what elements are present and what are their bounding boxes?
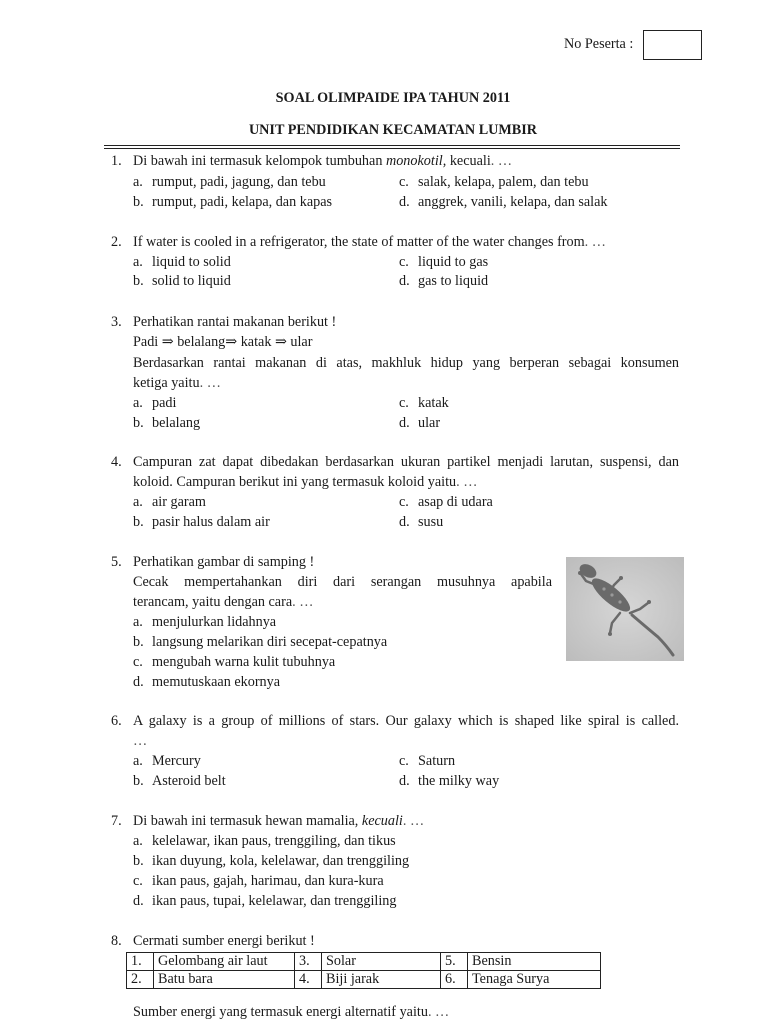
question-text: If water is cooled in a refrigerator, the state of matter of the water changes from. …: [133, 234, 606, 250]
option-c[interactable]: c. ikan paus, gajah, harimau, dan kura-kura: [133, 873, 384, 889]
question-number: 1.: [111, 153, 122, 169]
table-cell: Solar: [322, 953, 441, 971]
table-row: [127, 953, 601, 971]
question-ellipsis: …: [133, 733, 148, 749]
peserta-label: No Peserta :: [564, 36, 634, 52]
question-text-line: Cecak mempertahankan diri dari serangan musuhnya apabila: [133, 574, 552, 590]
option-d[interactable]: d. ikan paus, tupai, kelelawar, dan trenggiling: [133, 893, 397, 909]
table-cell: 3.: [295, 953, 322, 971]
question-text: Perhatikan gambar di samping !: [133, 554, 315, 570]
question-number: 6.: [111, 713, 122, 729]
question-text-line: terancam, yaitu dengan cara. …: [133, 594, 314, 610]
option-c[interactable]: c. Saturn: [399, 753, 456, 769]
gecko-image: [566, 557, 684, 661]
table-cell: 1.: [127, 953, 154, 971]
question-text: Di bawah ini termasuk kelompok tumbuhan monokotil, kecuali. …: [133, 153, 513, 169]
table-cell: Gelombang air laut: [154, 953, 295, 971]
option-a[interactable]: a. liquid to solid: [133, 254, 231, 270]
peserta-number-box[interactable]: [643, 30, 702, 60]
option-a[interactable]: a. air garam: [133, 494, 206, 510]
header-rule-top: [104, 145, 680, 146]
question-number: 3.: [111, 314, 122, 330]
question-text-line: koloid. Campuran berikut ini yang termasuk koloid yaitu. …: [133, 474, 478, 490]
header-rule-bottom: [104, 148, 680, 149]
option-a[interactable]: a. kelelawar, ikan paus, trenggiling, dan tikus: [133, 833, 396, 849]
question-number: 7.: [111, 813, 122, 829]
option-b[interactable]: b. langsung melarikan diri secepat-cepatnya: [133, 634, 388, 650]
option-a[interactable]: a. padi: [133, 395, 177, 411]
exam-subtitle: UNIT PENDIDIKAN KECAMATAN LUMBIR: [248, 122, 538, 138]
question-text: Perhatikan rantai makanan berikut !: [133, 314, 337, 330]
table-cell: Biji jarak: [322, 971, 441, 989]
exam-title: SOAL OLIMPAIDE IPA TAHUN 2011: [275, 90, 511, 106]
option-b[interactable]: b. solid to liquid: [133, 273, 231, 289]
table-cell: 5.: [441, 953, 468, 971]
table-row: [127, 971, 601, 989]
table-cell: 4.: [295, 971, 322, 989]
option-b[interactable]: b. Asteroid belt: [133, 773, 226, 789]
energy-source-table: [126, 952, 601, 989]
option-a[interactable]: a. rumput, padi, jagung, dan tebu: [133, 174, 326, 190]
question-number: 2.: [111, 234, 122, 250]
question-text: A galaxy is a group of millions of stars. Our galaxy which is shaped like spiral is called.: [133, 713, 679, 729]
question-number: 8.: [111, 933, 122, 949]
question-text: Campuran zat dapat dibedakan berdasarkan ukuran partikel menjadi larutan, suspensi, dan: [133, 454, 679, 470]
food-chain: Padi ⇒ belalang⇒ katak ⇒ ular: [133, 334, 313, 350]
question-number: 4.: [111, 454, 122, 470]
question-text: Di bawah ini termasuk hewan mamalia, kecuali. …: [133, 813, 425, 829]
option-b[interactable]: b. rumput, padi, kelapa, dan kapas: [133, 194, 333, 210]
gecko-icon: [566, 557, 684, 661]
option-c[interactable]: c. asap di udara: [399, 494, 493, 510]
option-d[interactable]: d. ular: [399, 415, 441, 431]
option-d[interactable]: d. gas to liquid: [399, 273, 489, 289]
option-a[interactable]: a. menjulurkan lidahnya: [133, 614, 277, 630]
option-a[interactable]: a. Mercury: [133, 753, 201, 769]
question-text-line: ketiga yaitu. …: [133, 375, 221, 391]
table-cell: 6.: [441, 971, 468, 989]
option-d[interactable]: d. anggrek, vanili, kelapa, dan salak: [399, 194, 608, 210]
option-b[interactable]: b. belalang: [133, 415, 201, 431]
option-c[interactable]: c. katak: [399, 395, 449, 411]
table-cell: Bensin: [468, 953, 601, 971]
option-c[interactable]: c. liquid to gas: [399, 254, 489, 270]
table-cell: 2.: [127, 971, 154, 989]
option-b[interactable]: b. ikan duyung, kola, kelelawar, dan trenggiling: [133, 853, 410, 869]
option-d[interactable]: d. memutuskaan ekornya: [133, 674, 281, 690]
question-text: Cermati sumber energi berikut !: [133, 933, 315, 949]
question-text-line: Berdasarkan rantai makanan di atas, makhluk hidup yang berperan sebagai konsumen: [133, 355, 679, 371]
question-number: 5.: [111, 554, 122, 570]
option-c[interactable]: c. mengubah warna kulit tubuhnya: [133, 654, 336, 670]
option-d[interactable]: d. the milky way: [399, 773, 500, 789]
question-text-line: Sumber energi yang termasuk energi alternatif yaitu. …: [133, 1004, 450, 1020]
option-b[interactable]: b. pasir halus dalam air: [133, 514, 270, 530]
table-cell: Batu bara: [154, 971, 295, 989]
option-c[interactable]: c. salak, kelapa, palem, dan tebu: [399, 174, 589, 190]
table-cell: Tenaga Surya: [468, 971, 601, 989]
option-d[interactable]: d. susu: [399, 514, 444, 530]
